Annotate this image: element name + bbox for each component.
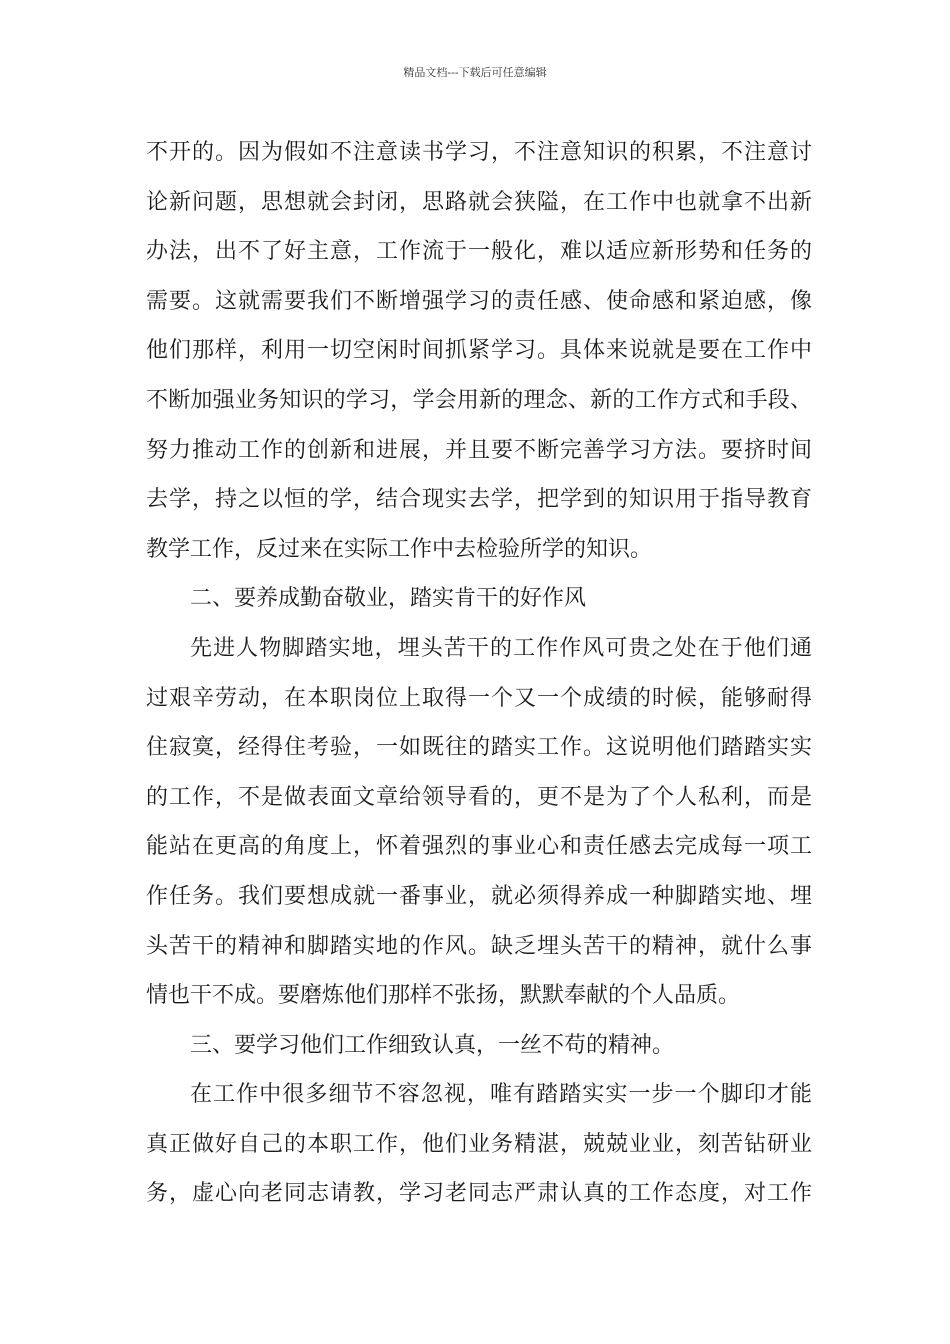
document-body [146,128,812,1219]
text-line: 教学工作，反过来在实际工作中去检验所学的知识。 [146,536,653,562]
text-line: 他们那样，利用一切空闲时间抓紧学习。具体来说就是要在工作中 [146,338,812,364]
text-line: 的工作，不是做表面文章给领导看的，更不是为了个人私利，而是 [146,784,812,810]
text-line: 作任务。我们要想成就一番事业，就必须得养成一种脚踏实地、埋 [146,883,812,909]
text-line: 头苦干的精神和脚踏实地的作风。缺乏埋头苦干的精神，就什么事 [146,933,812,959]
text-line: 情也干不成。要磨炼他们那样不张扬，默默奉献的个人品质。 [146,983,741,1009]
text-line: 需要。这就需要我们不断增强学习的责任感、使命感和紧迫感，像 [146,288,812,314]
text-line: 真正做好自己的本职工作，他们业务精湛，兢兢业业，刻苦钻研业 [146,1131,812,1157]
text-line: 住寂寞，经得住考验，一如既往的踏实工作。这说明他们踏踏实实 [146,735,812,761]
text-line: 能站在更高的角度上，怀着强烈的事业心和责任感去完成每一项工 [146,834,812,860]
text-line: 去学，持之以恒的学，结合现实去学，把学到的知识用于指导教育 [146,487,812,513]
text-line: 努力推动工作的创新和进展，并且要不断完善学习方法。要挤时间 [146,437,812,463]
page-header: 精品文档---下载后可任意编辑 [403,66,547,79]
text-line: 不断加强业务知识的学习，学会用新的理念、新的工作方式和手段、 [146,387,812,413]
text-line: 过艰辛劳动，在本职岗位上取得一个又一个成绩的时候，能够耐得 [146,685,812,711]
text-line: 二、要养成勤奋敬业，踏实肯干的好作风 [190,586,587,612]
text-line: 务，虚心向老同志请教，学习老同志严肃认真的工作态度，对工作 [146,1181,812,1207]
text-line: 不开的。因为假如不注意读书学习，不注意知识的积累，不注意讨 [146,140,812,165]
text-line: 在工作中很多细节不容忽视，唯有踏踏实实一步一个脚印才能 [190,1082,812,1108]
text-line: 办法，出不了好主意，工作流于一般化，难以适应新形势和任务的 [146,239,812,265]
text-line: 论新问题，思想就会封闭，思路就会狭隘，在工作中也就拿不出新 [146,189,812,215]
text-line: 三、要学习他们工作细致认真，一丝不苟的精神。 [190,1032,675,1058]
text-line: 先进人物脚踏实地，埋头苦干的工作作风可贵之处在于他们通 [190,635,812,661]
